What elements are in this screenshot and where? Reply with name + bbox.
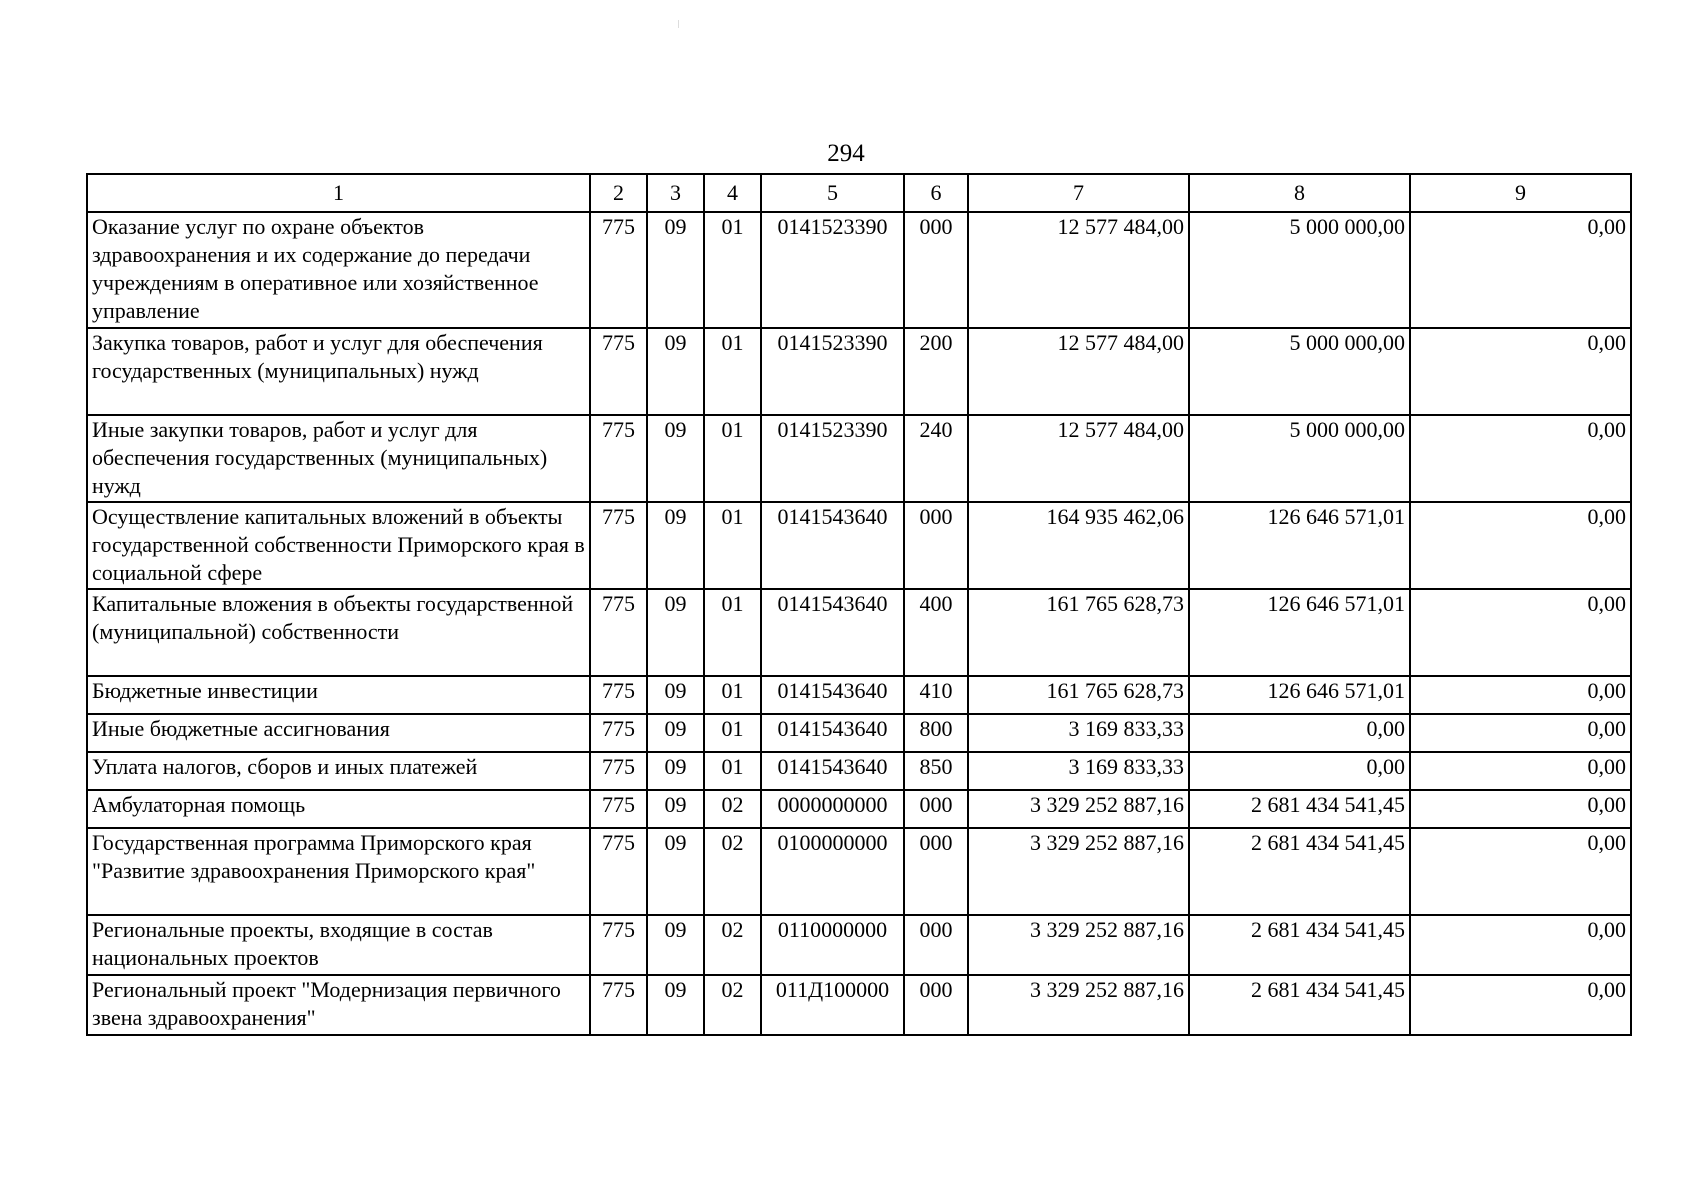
code-cell: 410	[904, 676, 968, 714]
table-row	[87, 502, 1631, 589]
table-row	[87, 415, 1631, 502]
code-cell: 01	[704, 415, 761, 502]
code-cell: 0110000000	[761, 915, 904, 975]
amount-cell: 3 169 833,33	[968, 752, 1189, 790]
code-cell: 02	[704, 828, 761, 915]
code-cell: 800	[904, 714, 968, 752]
amount-cell: 0,00	[1410, 714, 1631, 752]
code-cell: 775	[590, 915, 647, 975]
amount-cell: 5 000 000,00	[1189, 212, 1410, 328]
code-cell: 09	[647, 676, 704, 714]
code-cell: 000	[904, 828, 968, 915]
code-cell: 0141543640	[761, 714, 904, 752]
code-cell: 775	[590, 212, 647, 328]
amount-cell: 161 765 628,73	[968, 589, 1189, 676]
table-row	[87, 790, 1631, 828]
code-cell: 850	[904, 752, 968, 790]
code-cell: 09	[647, 752, 704, 790]
table-row	[87, 714, 1631, 752]
row-name-cell: Региональный проект "Модернизация первичного звена здравоохранения"	[87, 975, 590, 1035]
code-cell: 01	[704, 328, 761, 415]
code-cell: 09	[647, 714, 704, 752]
row-name-cell: Уплата налогов, сборов и иных платежей	[87, 752, 590, 790]
code-cell: 000	[904, 915, 968, 975]
amount-cell: 0,00	[1189, 752, 1410, 790]
amount-cell: 2 681 434 541,45	[1189, 828, 1410, 915]
amount-cell: 5 000 000,00	[1189, 415, 1410, 502]
column-header-6: 6	[904, 174, 968, 212]
code-cell: 09	[647, 790, 704, 828]
code-cell: 02	[704, 915, 761, 975]
column-header-4: 4	[704, 174, 761, 212]
code-cell: 000	[904, 790, 968, 828]
code-cell: 09	[647, 328, 704, 415]
amount-cell: 0,00	[1410, 676, 1631, 714]
amount-cell: 126 646 571,01	[1189, 676, 1410, 714]
amount-cell: 161 765 628,73	[968, 676, 1189, 714]
code-cell: 0141543640	[761, 502, 904, 589]
code-cell: 01	[704, 212, 761, 328]
amount-cell: 164 935 462,06	[968, 502, 1189, 589]
column-header-1: 1	[87, 174, 590, 212]
amount-cell: 126 646 571,01	[1189, 589, 1410, 676]
code-cell: 775	[590, 502, 647, 589]
code-cell: 09	[647, 915, 704, 975]
code-cell: 09	[647, 502, 704, 589]
amount-cell: 0,00	[1410, 790, 1631, 828]
code-cell: 02	[704, 975, 761, 1035]
table-row	[87, 828, 1631, 915]
amount-cell: 2 681 434 541,45	[1189, 915, 1410, 975]
code-cell: 09	[647, 212, 704, 328]
code-cell: 0141543640	[761, 676, 904, 714]
code-cell: 09	[647, 589, 704, 676]
code-cell: 775	[590, 828, 647, 915]
code-cell: 0141523390	[761, 212, 904, 328]
amount-cell: 12 577 484,00	[968, 328, 1189, 415]
amount-cell: 0,00	[1410, 915, 1631, 975]
table-row	[87, 589, 1631, 676]
amount-cell: 0,00	[1410, 212, 1631, 328]
code-cell: 000	[904, 212, 968, 328]
code-cell: 775	[590, 752, 647, 790]
code-cell: 09	[647, 828, 704, 915]
amount-cell: 126 646 571,01	[1189, 502, 1410, 589]
code-cell: 01	[704, 502, 761, 589]
column-header-3: 3	[647, 174, 704, 212]
table-row	[87, 915, 1631, 975]
amount-cell: 0,00	[1410, 415, 1631, 502]
column-header-9: 9	[1410, 174, 1631, 212]
amount-cell: 0,00	[1410, 502, 1631, 589]
amount-cell: 0,00	[1410, 328, 1631, 415]
code-cell: 400	[904, 589, 968, 676]
code-cell: 775	[590, 328, 647, 415]
table-row	[87, 212, 1631, 328]
row-name-cell: Региональные проекты, входящие в состав национальных проектов	[87, 915, 590, 975]
code-cell: 775	[590, 676, 647, 714]
code-cell: 000	[904, 502, 968, 589]
code-cell: 09	[647, 975, 704, 1035]
amount-cell: 3 329 252 887,16	[968, 828, 1189, 915]
amount-cell: 3 169 833,33	[968, 714, 1189, 752]
scan-artifact	[678, 20, 679, 28]
code-cell: 000	[904, 975, 968, 1035]
amount-cell: 3 329 252 887,16	[968, 915, 1189, 975]
amount-cell: 3 329 252 887,16	[968, 975, 1189, 1035]
row-name-cell: Осуществление капитальных вложений в объекты государственной собственности Приморского края в социальной сфере	[87, 502, 590, 589]
amount-cell: 0,00	[1410, 589, 1631, 676]
row-name-cell: Бюджетные инвестиции	[87, 676, 590, 714]
table-row	[87, 975, 1631, 1035]
row-name-cell: Государственная программа Приморского края "Развитие здравоохранения Приморского края"	[87, 828, 590, 915]
code-cell: 011Д100000	[761, 975, 904, 1035]
amount-cell: 0,00	[1410, 752, 1631, 790]
code-cell: 775	[590, 415, 647, 502]
budget-table	[86, 173, 1632, 1036]
row-name-cell: Оказание услуг по охране объектов здравоохранения и их содержание до передачи учреждениям в оперативное или хозяйственное управление	[87, 212, 590, 328]
column-header-5: 5	[761, 174, 904, 212]
code-cell: 240	[904, 415, 968, 502]
code-cell: 775	[590, 790, 647, 828]
code-cell: 01	[704, 714, 761, 752]
code-cell: 01	[704, 676, 761, 714]
amount-cell: 0,00	[1410, 828, 1631, 915]
table-row	[87, 752, 1631, 790]
amount-cell: 3 329 252 887,16	[968, 790, 1189, 828]
column-header-2: 2	[590, 174, 647, 212]
code-cell: 0141523390	[761, 415, 904, 502]
row-name-cell: Амбулаторная помощь	[87, 790, 590, 828]
page-number: 294	[827, 140, 865, 167]
amount-cell: 5 000 000,00	[1189, 328, 1410, 415]
column-header-7: 7	[968, 174, 1189, 212]
code-cell: 01	[704, 752, 761, 790]
code-cell: 0141523390	[761, 328, 904, 415]
row-name-cell: Капитальные вложения в объекты государственной (муниципальной) собственности	[87, 589, 590, 676]
code-cell: 775	[590, 975, 647, 1035]
table-row	[87, 328, 1631, 415]
code-cell: 01	[704, 589, 761, 676]
amount-cell: 12 577 484,00	[968, 212, 1189, 328]
row-name-cell: Иные закупки товаров, работ и услуг для обеспечения государственных (муниципальных) нужд	[87, 415, 590, 502]
amount-cell: 0,00	[1189, 714, 1410, 752]
table-row	[87, 676, 1631, 714]
code-cell: 775	[590, 589, 647, 676]
code-cell: 09	[647, 415, 704, 502]
row-name-cell: Закупка товаров, работ и услуг для обеспечения государственных (муниципальных) нужд	[87, 328, 590, 415]
amount-cell: 2 681 434 541,45	[1189, 790, 1410, 828]
code-cell: 200	[904, 328, 968, 415]
code-cell: 02	[704, 790, 761, 828]
amount-cell: 12 577 484,00	[968, 415, 1189, 502]
amount-cell: 2 681 434 541,45	[1189, 975, 1410, 1035]
code-cell: 0141543640	[761, 752, 904, 790]
code-cell: 0100000000	[761, 828, 904, 915]
code-cell: 0141543640	[761, 589, 904, 676]
code-cell: 0000000000	[761, 790, 904, 828]
column-header-8: 8	[1189, 174, 1410, 212]
row-name-cell: Иные бюджетные ассигнования	[87, 714, 590, 752]
code-cell: 775	[590, 714, 647, 752]
header-row	[87, 174, 1631, 212]
amount-cell: 0,00	[1410, 975, 1631, 1035]
